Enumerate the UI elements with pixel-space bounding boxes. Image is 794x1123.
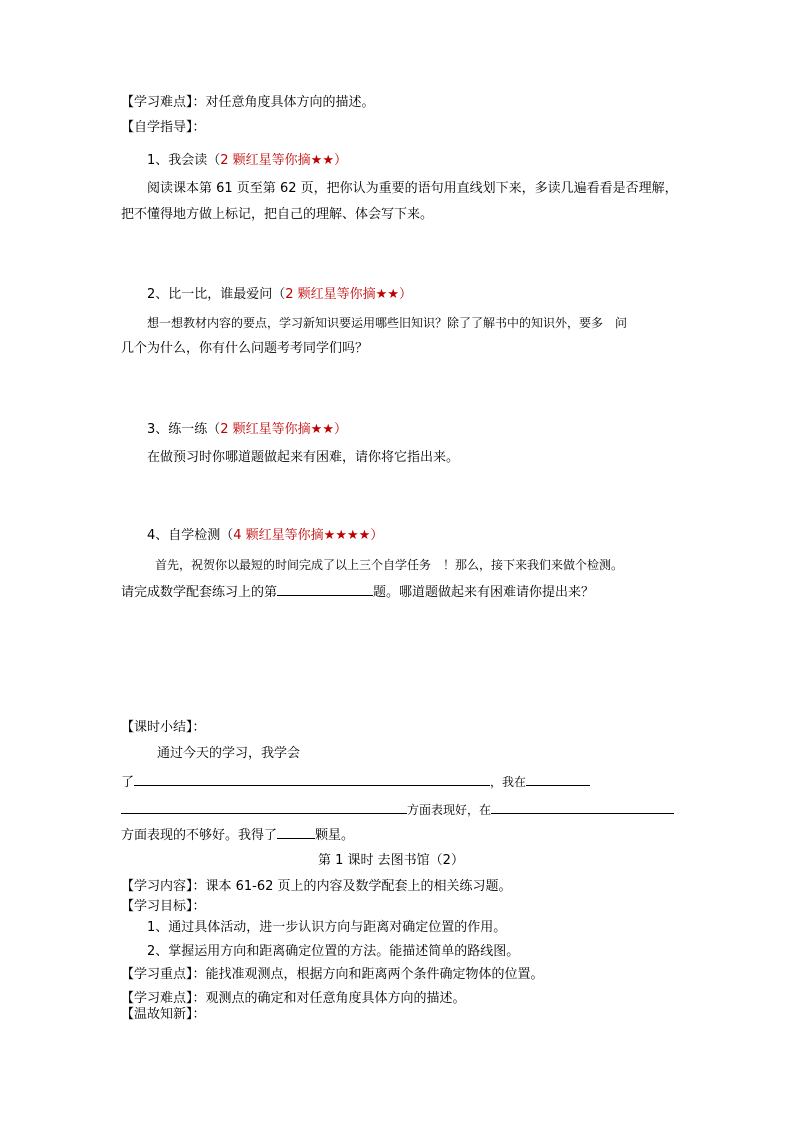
weak-aspect-blank-start[interactable] [491, 801, 674, 814]
lesson-difficulty: 【学习难点】：观测点的确定和对任意角度具体方向的描述。 [121, 991, 466, 1006]
task-2-stars: 2 颗红星等你摘★★） [285, 287, 412, 302]
task-2-label: 2、比一比，谁最爱问（ [147, 287, 286, 302]
task-3-label: 3、练一练（ [147, 422, 221, 437]
task-4-body-line-1: 首先，祝贺你以最短的时间完成了以上三个自学任务 ！那么，接下来我们来做个检测。 [155, 558, 624, 572]
task-3-body-line-1: 在做预习时你哪道题做起来有困难，请你将它指出来。 [147, 450, 460, 465]
lesson-goals-heading: 【学习目标】： [121, 899, 206, 914]
lesson-key-point: 【学习重点】：能找准观测点，根据方向和距离两个条件确定物体的位置。 [121, 967, 544, 982]
task-1-body-line-1: 阅读课本第 61 页至第 62 页，把你认为重要的语句用直线划下来，多读几遍看看是否理解， [147, 181, 678, 196]
learned-blank[interactable] [134, 773, 490, 786]
exercise-number-blank[interactable] [277, 583, 373, 596]
good-aspect-blank[interactable] [121, 801, 407, 814]
task-4-body-suffix: 题。哪道题做起来有困难请你提出来？ [373, 585, 595, 600]
task-1-stars: 2 颗红星等你摘★★） [220, 153, 347, 168]
good-aspect-blank-start[interactable] [526, 773, 590, 786]
task-4-title [147, 528, 383, 544]
task-1-body-line-2: 把不懂得地方做上标记，把自己的理解、体会写下来。 [121, 207, 434, 222]
summary-line-3-mid: 方面表现好，在 [407, 803, 492, 817]
summary-line-4 [121, 826, 354, 844]
stars-count-blank[interactable] [277, 826, 315, 839]
lesson-review-heading: 【温故知新】： [121, 1007, 206, 1022]
task-4-label: 4、自学检测（ [147, 528, 234, 543]
summary-line-2-mid: ，我在 [490, 775, 527, 789]
task-4-body-prefix: 请完成数学配套练习上的第 [121, 585, 278, 600]
lesson-goal-2: 2、掌握运用方向和距离确定位置的方法。能描述简单的路线图。 [147, 944, 520, 959]
task-1-title [147, 153, 347, 169]
task-4-body-line-2 [121, 583, 594, 601]
lesson-title: 第 1 课时 去图书馆（2） [318, 853, 464, 868]
summary-line-2 [121, 773, 590, 791]
summary-line-3 [121, 801, 674, 819]
task-3-title [147, 422, 347, 438]
task-2-title [147, 287, 412, 303]
summary-line-1: 通过今天的学习，我学会 [157, 746, 301, 761]
study-difficulty-line: 【学习难点】：对任意角度具体方向的描述。 [121, 95, 375, 110]
task-1-label: 1、我会读（ [147, 153, 221, 168]
task-2-body-line-1: 想一想教材内容的要点，学习新知识要运用哪些旧知识？除了了解书中的知识外，要多 问 [147, 316, 628, 330]
self-study-guide-heading: 【自学指导】： [121, 120, 206, 135]
summary-line-4-prefix: 方面表现的不够好。我得了 [121, 828, 278, 843]
summary-line-4-suffix: 颗星。 [315, 828, 355, 843]
lesson-content-line: 【学习内容】：课本 61-62 页上的内容及数学配套上的相关练习题。 [121, 879, 512, 894]
summary-line-2-prefix: 了 [121, 775, 135, 790]
task-2-body-line-2: 几个为什么，你有什么问题考考同学们吗？ [121, 341, 369, 356]
task-4-stars: 4 颗红星等你摘★★★★） [233, 528, 384, 543]
summary-heading: 【课时小结】： [121, 720, 206, 735]
task-3-stars: 2 颗红星等你摘★★） [220, 422, 347, 437]
lesson-goal-1: 1、通过具体活动，进一步认识方向与距离对确定位置的作用。 [147, 920, 507, 935]
